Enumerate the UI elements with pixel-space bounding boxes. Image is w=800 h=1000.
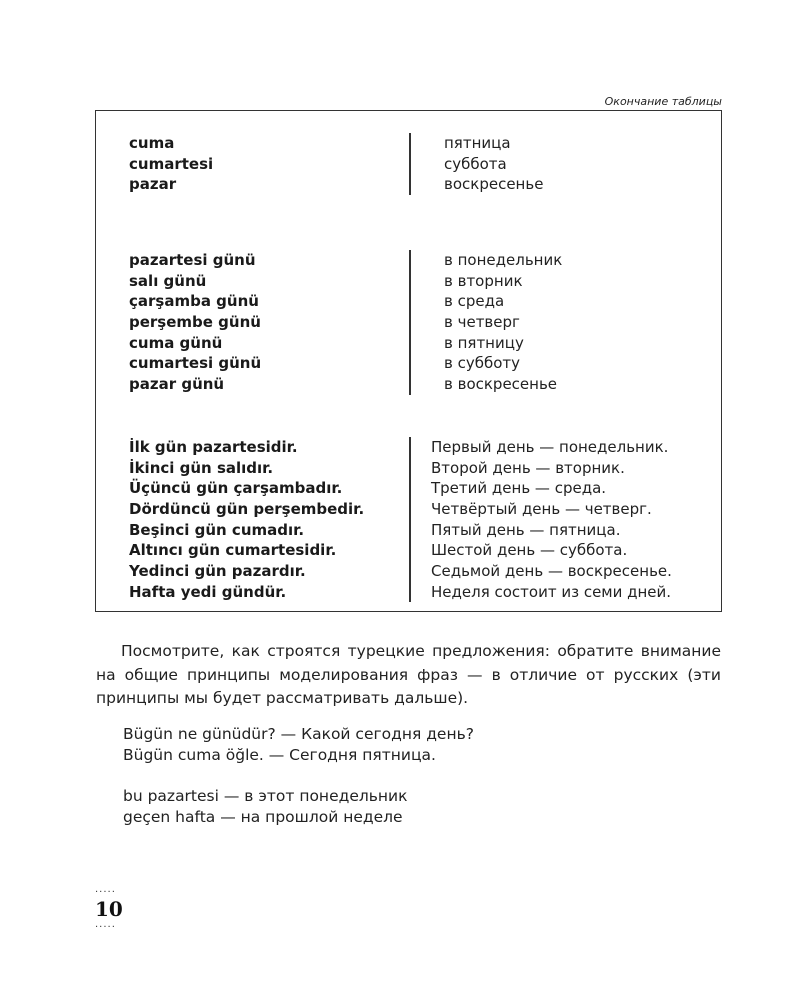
russian-translation: Неделя состоит из семи дней. [431,582,672,601]
turkish-term: Dördüncü gün perşembedir. [129,500,365,519]
russian-translation: Второй день — вторник. [431,458,625,477]
column-divider [409,250,411,395]
example-line: Bügün ne günüdür? — Какой сегодня день? [123,725,474,743]
vocabulary-table [95,110,722,612]
turkish-term: cumartesi [129,154,214,173]
turkish-term: İkinci gün salıdır. [129,458,274,477]
turkish-term: Üçüncü gün çarşambadır. [129,479,343,498]
russian-translation: в вторник [444,271,523,290]
russian-translation: Седьмой день — воскресенье. [431,562,672,581]
explanation-paragraph [96,640,721,711]
russian-translation: суббота [444,154,507,173]
turkish-term: çarşamba günü [129,292,259,311]
russian-translation: в пятницу [444,333,524,352]
example-block-2 [123,786,407,827]
russian-translation: Третий день — среда. [431,479,607,498]
turkish-term: Altıncı gün cumartesidir. [129,541,337,560]
russian-translation: в субботу [444,354,521,373]
turkish-term: Hafta yedi gündür. [129,582,287,601]
turkish-term: pazartesi günü [129,251,256,269]
turkish-term: salı günü [129,271,207,290]
turkish-term: Yedinci gün pazardır. [129,562,306,581]
turkish-term: cuma [129,134,175,152]
paragraph-text: Посмотрите, как строятся турецкие предложения: обратите внимание на общие принципы моделирования фраз — в отличие от русских (эти принципы мы будет рассматривать дальше). [96,642,721,707]
turkish-term: cumartesi günü [129,354,262,373]
column-divider [409,437,411,602]
russian-translation: в понедельник [444,251,563,269]
column-divider [409,133,411,195]
russian-translation: в воскресенье [444,375,558,394]
table-continuation-caption: Окончание таблицы [604,95,722,108]
example-line: geçen hafta — на прошлой неделе [123,807,403,826]
russian-translation: пятница [444,134,511,152]
turkish-term: İlk gün pazartesidir. [129,438,298,456]
example-line: bu pazartesi — в этот понедельник [123,787,408,805]
page-number-dots-bottom: ····· [95,922,116,933]
page-number: 10 [95,897,123,921]
russian-translation: в четверг [444,313,520,332]
turkish-term: Beşinci gün cumadır. [129,520,305,539]
turkish-term: pazar [129,175,177,194]
russian-translation: в среда [444,292,505,311]
russian-translation: Шестой день — суббота. [431,541,628,560]
page-number-dots-top: ····· [95,887,116,898]
turkish-term: perşembe günü [129,313,261,332]
russian-translation: Первый день — понедельник. [431,438,669,456]
turkish-term: cuma günü [129,333,223,352]
russian-translation: Пятый день — пятница. [431,520,621,539]
turkish-term: pazar günü [129,375,225,394]
example-line: Bügün cuma öğle. — Сегодня пятница. [123,745,436,764]
russian-translation: воскресенье [444,175,544,194]
example-block-1 [123,724,474,765]
russian-translation: Четвёртый день — четверг. [431,500,652,519]
